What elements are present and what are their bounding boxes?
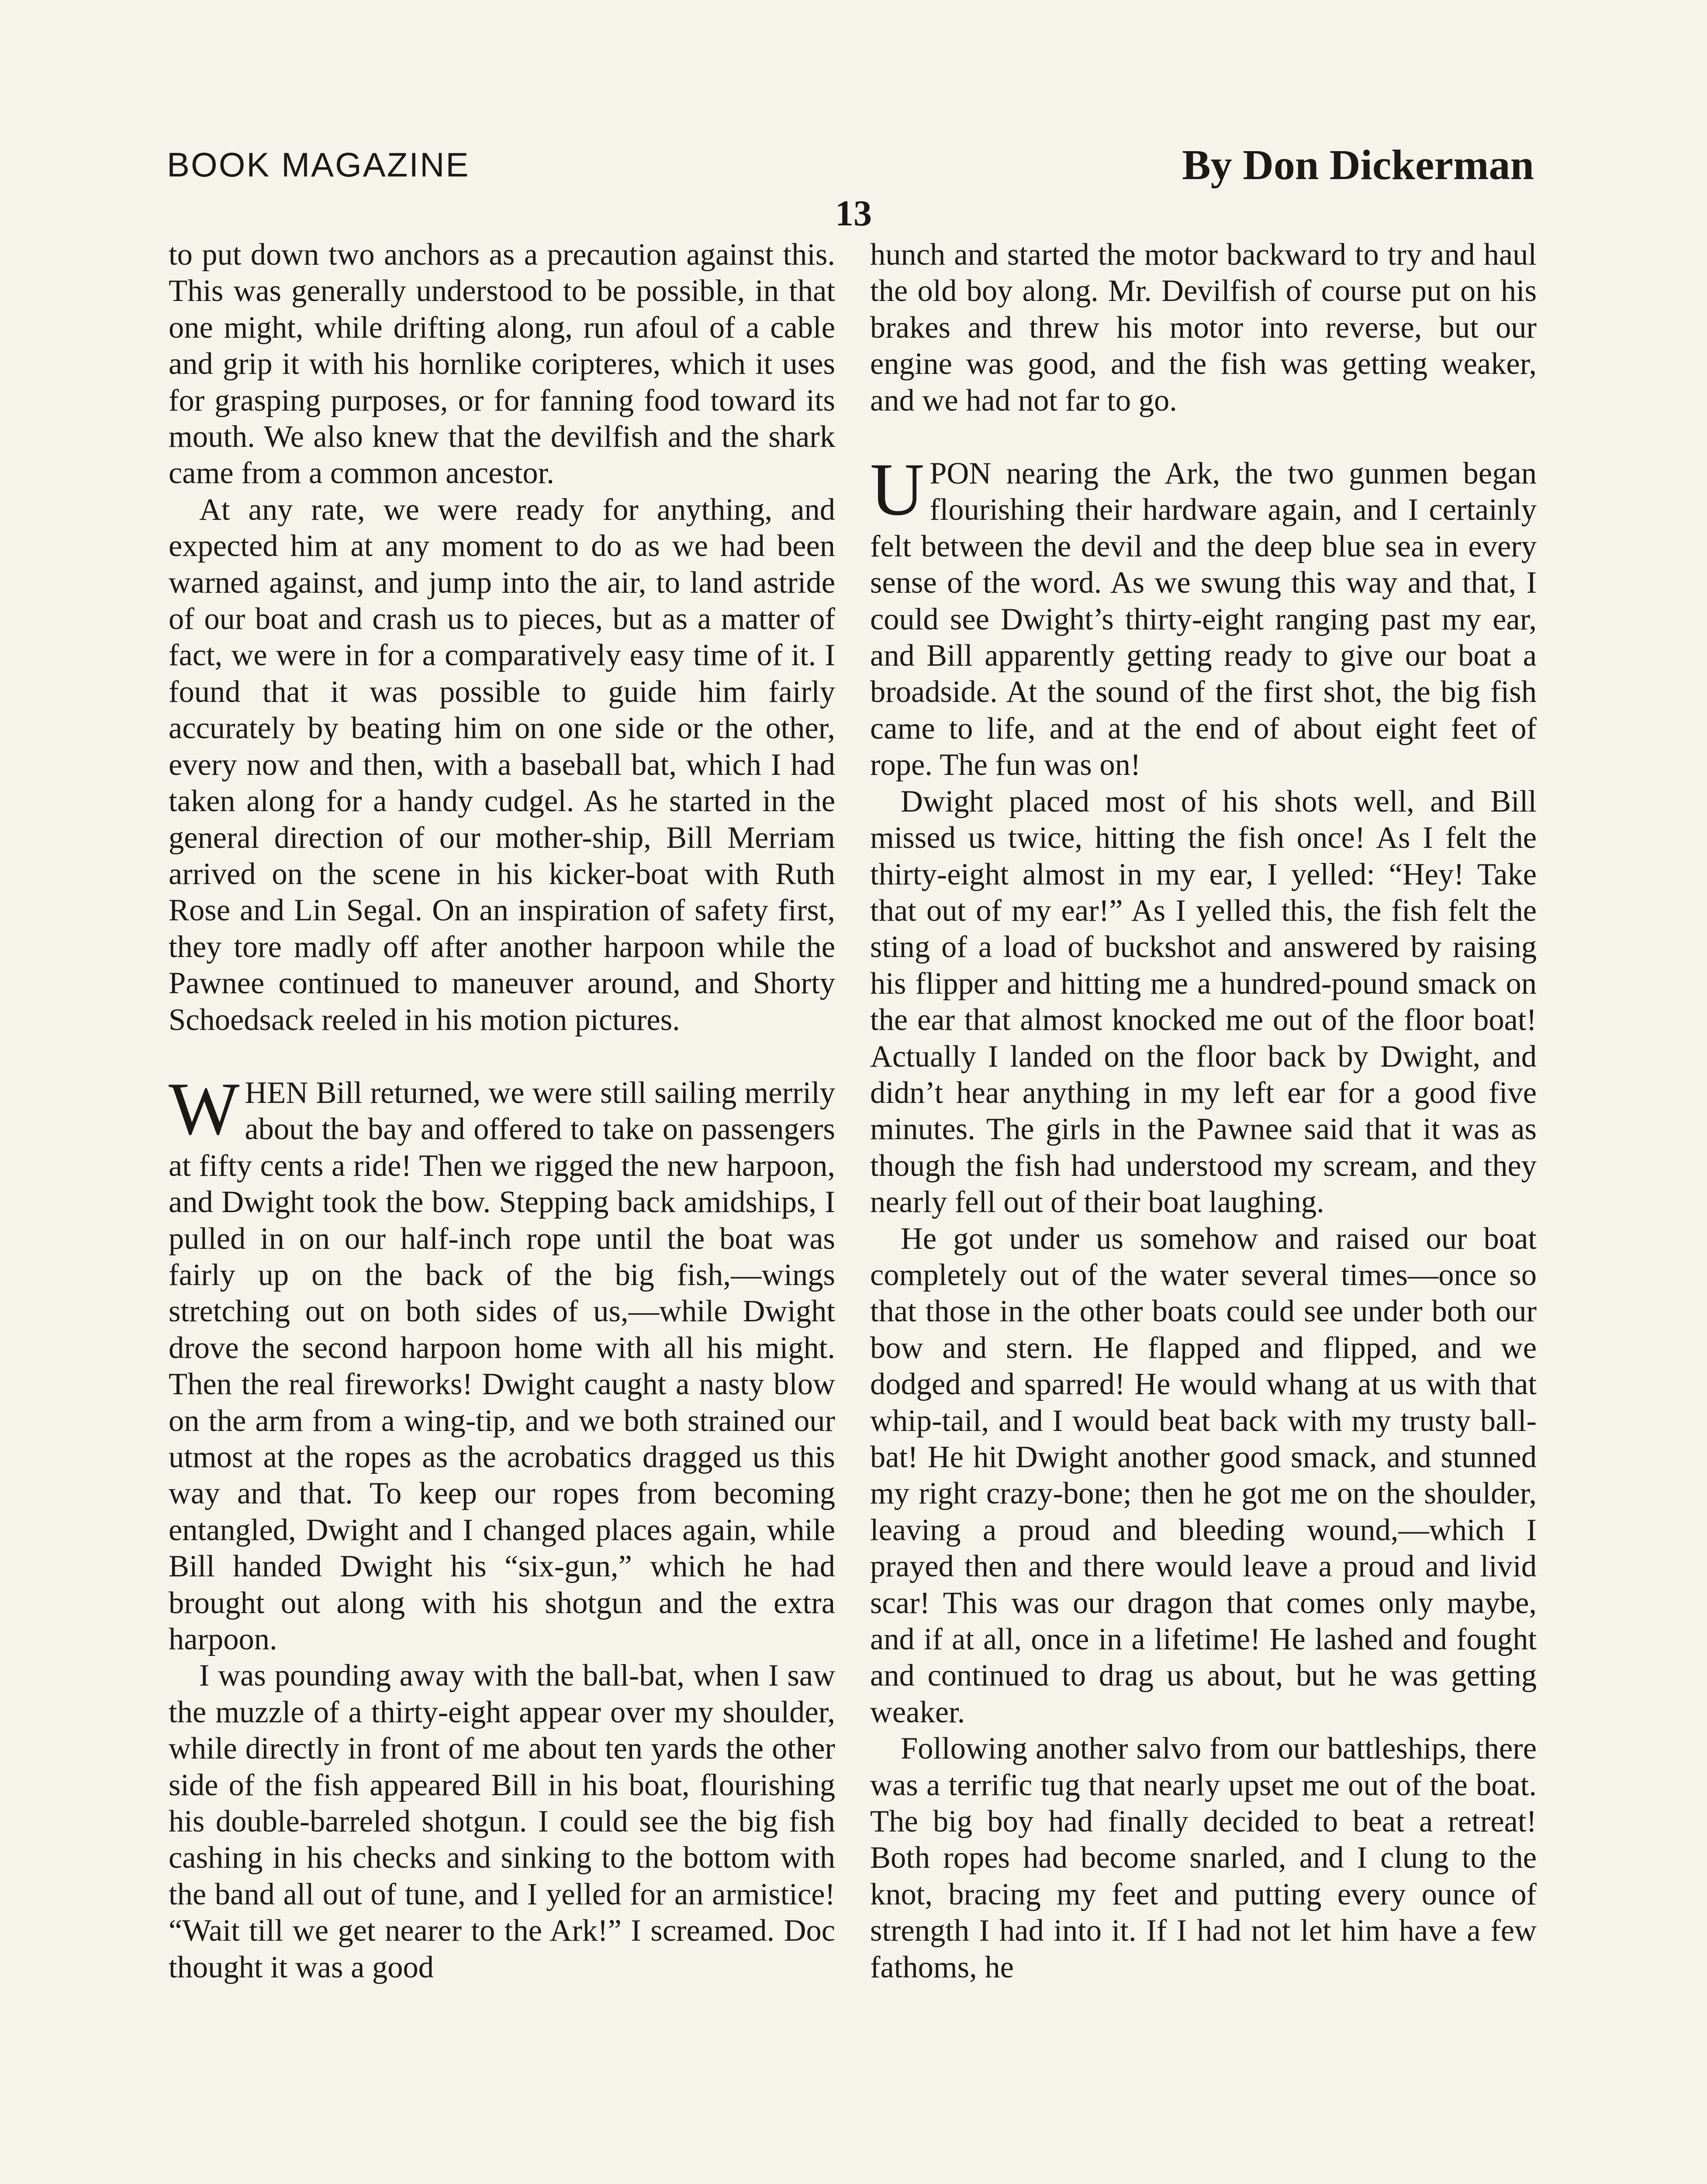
paragraph: At any rate, we were ready for anything, and expected him at any moment to do as we had been warned against, and jump into the air, to land astride of our boat and crash us to pieces, but as a matter of fact, we were in for a comparatively easy time of it. I found that it was possible to guide him fairly accurately by beating him on one side or the other, every now and then, with a baseball bat, which I had taken along for a handy cudgel. As he started in the general direction of our mother-ship, Bill Merriam arrived on the scene in his kicker-boat with Ruth Rose and Lin Segal. On an inspiration of safety first, they tore madly off after another harpoon while the Pawnee continued to maneuver around, and Shorty Schoedsack reeled in his motion pictures. xyxy=(169,492,835,1037)
paragraph: to put down two anchors as a precaution against this. This was generally understood to be possible, in that one might, while drifting along, run afoul of a cable and grip it with his hornlike coripteres, which it uses for grasping purposes, or for fanning food toward its mouth. We also knew that the devilfish and the shark came from a common ancestor. xyxy=(169,238,835,491)
drop-cap: W xyxy=(169,1067,240,1151)
paragraph: Following another salvo from our battleships, there was a terrific tug that nearly upset me out of the boat. The big boy had finally decided to beat a retreat! Both ropes had become snarled, and I clung to the knot, bracing my feet and putting every ounce of strength I had into it. If I had not let him have a few fathoms, he xyxy=(870,1731,1537,1984)
page-number: 13 xyxy=(835,193,872,234)
running-header-magazine: BOOK MAGAZINE xyxy=(167,145,470,184)
section-paragraph xyxy=(169,1067,835,1658)
running-header-author: By Don Dickerman xyxy=(1182,142,1534,189)
paragraph: Dwight placed most of his shots well, and Bill missed us twice, hitting the fish once! As I felt the thirty-eight almost in my ear, I yelled: “Hey! Take that out of my ear!” As I yelled this, the fish felt the sting of a load of buckshot and answered by raising his flipper and hitting me a hundred-pound smack on the ear that almost knocked me out of the floor boat! Actually I landed on the floor back by Dwight, and didn’t hear anything in my left ear for a good five minutes. The girls in the Pawnee said that it was as though the fish had understood my scream, and they nearly fell out of their boat laughing. xyxy=(870,784,1537,1220)
paragraph: hunch and started the motor backward to try and haul the old boy along. Mr. Devilfish of course put on his brakes and threw his motor into reverse, but our engine was good, and the fish was getting weaker, and we had not far to go. xyxy=(870,238,1537,418)
paragraph-text: PON nearing the Ark, the two gunmen began flourishing their hardware again, and I certainly felt between the devil and the deep blue sea in every sense of the word. As we swung this way and that, I could see Dwight’s thirty-eight ranging past my ear, and Bill apparently getting ready to give our boat a broadside. At the sound of the first shot, the big fish came to life, and at the end of about eight feet of rope. The fun was on! xyxy=(870,456,1537,782)
right-column xyxy=(870,237,1537,1986)
section-paragraph xyxy=(870,448,1537,784)
paragraph: He got under us somehow and raised our boat completely out of the water several times—once so that those in the other boats could see under both our bow and stern. He flapped and flipped, and we dodged and sparred! He would whang at us with that whip-tail, and I would beat back with my trusty ball-bat! He hit Dwight another good smack, and stunned my right crazy-bone; then he got me on the shoulder, leaving a proud and bleeding wound,—which I prayed then and there would leave a proud and livid scar! This was our dragon that comes only maybe, and if at all, once in a lifetime! He lashed and fought and continued to drag us about, but he was getting weaker. xyxy=(870,1221,1537,1729)
paragraph: I was pounding away with the ball-bat, when I saw the muzzle of a thirty-eight appear over my shoulder, while directly in front of me about ten yards the other side of the fish appeared Bill in his boat, flourishing his double-barreled shotgun. I could see the big fish cashing in his checks and sinking to the bottom with the band all out of tune, and I yelled for an armistice! “Wait till we get nearer to the Ark!” I screamed. Doc thought it was a good xyxy=(169,1659,835,1984)
drop-cap: U xyxy=(870,448,925,532)
left-column xyxy=(169,237,835,1986)
paragraph-text: HEN Bill returned, we were still sailing merrily about the bay and offered to take on passengers at fifty cents a ride! Then we rigged the new harpoon, and Dwight took the bow. Stepping back amidships, I pulled in on our half-inch rope until the boat was fairly up on the back of the big fish,—wings stretching out on both sides of us,—while Dwight drove the second harpoon home with all his might. Then the real fireworks! Dwight caught a nasty blow on the arm from a wing-tip, and we both strained our utmost at the ropes as the acrobatics dragged us this way and that. To keep our ropes from becoming entangled, Dwight and I changed places again, while Bill handed Dwight his “six-gun,” which he had brought out along with his shotgun and the extra harpoon. xyxy=(169,1075,835,1657)
